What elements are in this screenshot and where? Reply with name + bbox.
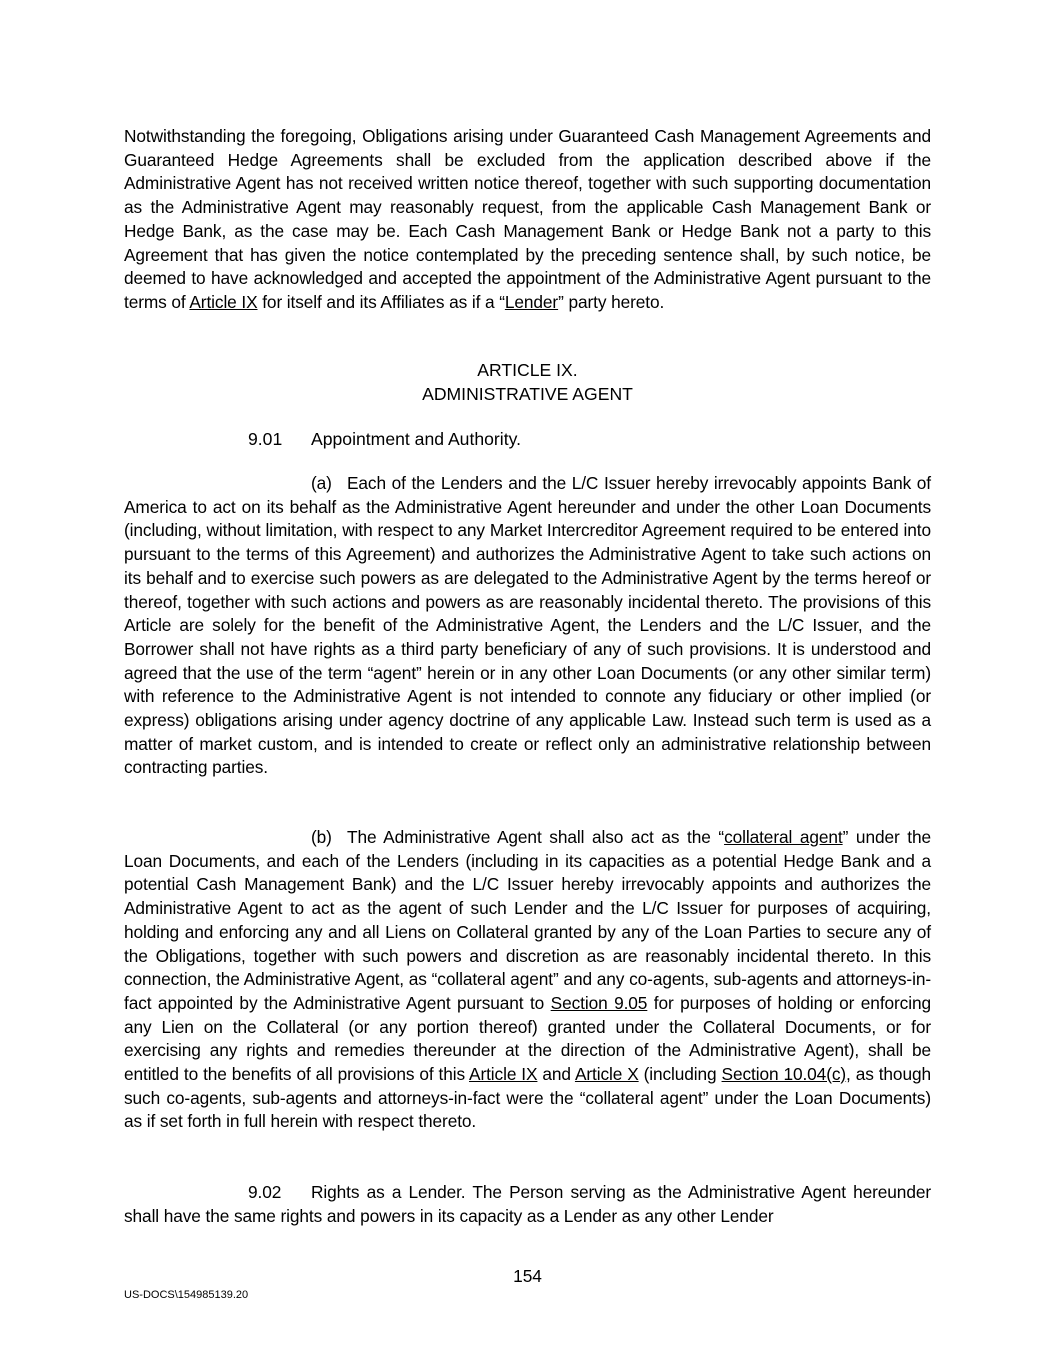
paragraph-label: (a) bbox=[311, 473, 332, 493]
section-9-02 bbox=[124, 1181, 931, 1228]
paragraph-text: for purposes of holding or enforcing any Lien on the Collateral (or any portion thereof) granted under the Collateral Documents, or for exercising any rights and remedies thereunder at the direction of the Administrative Agent), shall be entitled to the benefits of all provisions of this bbox=[124, 992, 931, 1085]
page-number: 154 bbox=[513, 1266, 542, 1286]
section-title: Rights as a Lender. bbox=[311, 1182, 466, 1202]
section-text: The Person serving as the Administrative Agent hereunder shall have the same rights and powers in its capacity as a Lender as any other Lender bbox=[124, 1182, 931, 1226]
paragraph-text: , as though such co-agents, sub-agents and attorneys-in-fact were the “collateral agent” under the Loan Documents) as if set forth in full herein with respect thereto. bbox=[124, 1064, 931, 1132]
paragraph-text: (including bbox=[638, 1064, 722, 1085]
collateral-agent-term: collateral agent bbox=[724, 827, 843, 847]
paragraph-obligations-exclusion bbox=[124, 125, 931, 315]
section-title: Appointment and Authority. bbox=[311, 429, 521, 449]
section-heading-9-01 bbox=[248, 427, 521, 451]
paragraph-text: The Administrative Agent shall also act as the “ bbox=[347, 827, 725, 847]
section-10-04c-reference: Section 10.04(c) bbox=[721, 1064, 847, 1085]
article-x-reference: Article X bbox=[574, 1064, 639, 1085]
paragraph-b bbox=[124, 826, 931, 1134]
lender-reference: Lender bbox=[504, 291, 559, 312]
article-ix-reference: Article IX bbox=[189, 291, 258, 312]
document-id: US-DOCS\154985139.20 bbox=[124, 1289, 249, 1301]
section-9-05-reference: Section 9.05 bbox=[550, 992, 648, 1013]
section-number: 9.02 bbox=[248, 1182, 282, 1202]
paragraph-text: Each of the Lenders and the L/C Issuer hereby irrevocably appoints Bank of America to act on its behalf as the Administrative Agent hereunder and under the other Loan Documents (including, without limitation, with respect to any Market Intercreditor Agreement required to be entered into pursuant to the terms of this Agreement) and authorizes the Administrative Agent to take such actions on its behalf and to exercise such powers as are delegated to the Administrative Agent by the terms hereof or thereof, together with such actions and powers as are reasonably incidental thereto. The provisions of this Article are solely for the benefit of the Administrative Agent, the Lenders and the L/C Issuer, and the Borrower shall not have rights as a third party beneficiary of any of such provisions. It is understood and agreed that the use of the term “agent” herein or in any other Loan Documents (or any other similar term) with reference to the Administrative Agent is not intended to connote any fiduciary or other implied (or express) obligations arising under agency doctrine of any applicable Law. Instead such term is used as a matter of market custom, and is intended to create or reflect only an administrative relationship between contracting parties. bbox=[124, 473, 931, 778]
paragraph-label: (b) bbox=[311, 827, 332, 847]
section-number: 9.01 bbox=[248, 429, 283, 449]
paragraph-a bbox=[124, 472, 931, 780]
paragraph-text: for itself and its Affiliates as if a “ bbox=[257, 291, 505, 312]
paragraph-text: and bbox=[537, 1064, 575, 1085]
article-ix-reference: Article IX bbox=[469, 1064, 538, 1085]
article-number: ARTICLE IX. bbox=[477, 360, 578, 380]
paragraph-text: Notwithstanding the foregoing, Obligations arising under Guaranteed Cash Management Agreements and Guaranteed Hedge Agreements shall be excluded from the application described above if the Administrative Agent has not received written notice thereof, together with such supporting documentation as the Administrative Agent may reasonably request, from the applicable Cash Management Bank or Hedge Bank, as the case may be. Each Cash Management Bank or Hedge Bank not a party to this Agreement that has given the notice contemplated by the preceding sentence shall, by such notice, be deemed to have acknowledged and accepted the appointment of the Administrative Agent pursuant to the terms of bbox=[124, 126, 931, 312]
paragraph-text: ” party hereto. bbox=[558, 291, 665, 312]
paragraph-text: ” under the Loan Documents, and each of the Lenders (including in its capacities as a potential Hedge Bank and a potential Cash Management Bank) and the L/C Issuer hereby irrevocably appoints and authorizes the Administrative Agent to act as the agent of such Lender and the L/C Issuer for purposes of acquiring, holding and enforcing any and all Liens on Collateral granted by any of the Loan Parties to secure any of the Obligations, together with such powers and discretion as are reasonably incidental thereto. In this connection, the Administrative Agent, as “collateral agent” and any co-agents, sub-agents and attorneys-in-fact appointed by the Administrative Agent pursuant to bbox=[124, 827, 931, 1013]
article-title: ADMINISTRATIVE AGENT bbox=[422, 384, 633, 404]
